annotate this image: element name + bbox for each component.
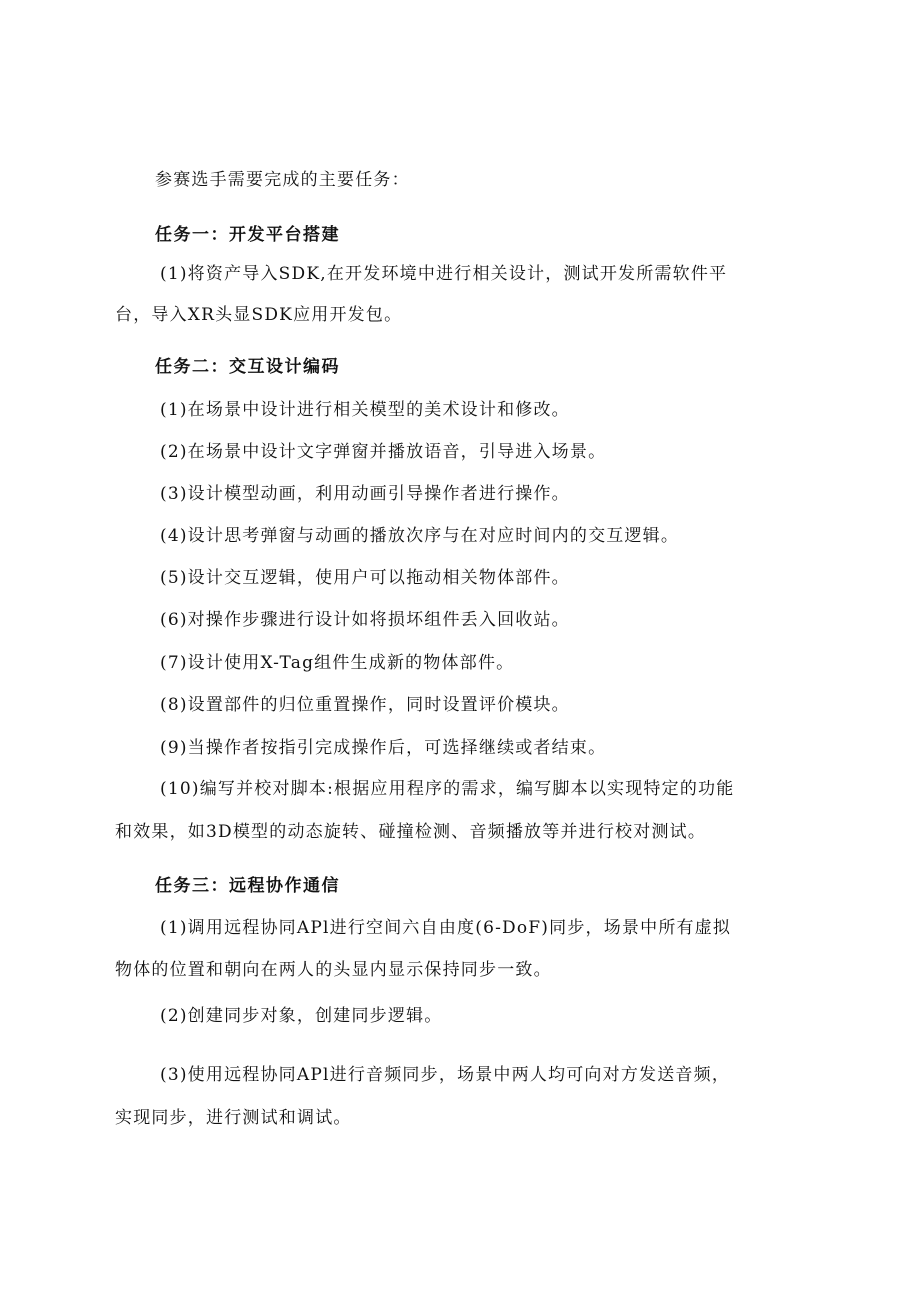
task2-item-7: (7)设计使用X-Tag组件生成新的物体部件。 [160,653,515,673]
task2-item-8: (8)设置部件的归位重置操作，同时设置评价模块。 [160,695,570,715]
task1-heading: 任务一：开发平台搭建 [155,225,340,245]
task2-item-4: (4)设计思考弹窗与动画的播放次序与在对应时间内的交互逻辑。 [160,526,680,546]
task2-item-6: (6)对操作步骤进行设计如将损坏组件丢入回收站。 [160,610,570,630]
intro-text: 参赛选手需要完成的主要任务： [155,170,410,190]
task2-item-2: (2)在场景中设计文字弹窗并播放语音，引导进入场景。 [160,442,607,462]
task2-heading: 任务二：交互设计编码 [155,357,340,377]
task2-item-10-line1: (10)编写并校对脚本:根据应用程序的需求，编写脚本以实现特定的功能 [160,779,735,799]
task3-item1-line1: (1)调用远程协同APl进行空间六自由度(6-DoF)同步，场景中所有虚拟 [160,918,732,938]
task3-item2: (2)创建同步对象，创建同步逻辑。 [160,1006,443,1026]
task1-item1-line2: 台，导入XR头显SDK应用开发包。 [115,305,403,325]
task3-item1-line2: 物体的位置和朝向在两人的头显内显示保持同步一致。 [115,960,552,980]
task3-heading: 任务三：远程协作通信 [155,876,340,896]
task2-item-5: (5)设计交互逻辑，使用户可以拖动相关物体部件。 [160,568,570,588]
task3-item3-line2: 实现同步，进行测试和调试。 [115,1108,352,1128]
task2-item-10-line2: 和效果，如3D模型的动态旋转、碰撞检测、音频播放等并进行校对测试。 [115,822,707,842]
task2-item-1: (1)在场景中设计进行相关模型的美术设计和修改。 [160,400,570,420]
task3-item3-line1: (3)使用远程协同APl进行音频同步，场景中两人均可向对方发送音频， [160,1065,731,1085]
task2-item-3: (3)设计模型动画，利用动画引导操作者进行操作。 [160,484,570,504]
task1-item1-line1: (1)将资产导入SDK,在开发环境中进行相关设计，测试开发所需软件平 [160,264,728,284]
task2-item-9: (9)当操作者按指引完成操作后，可选择继续或者结束。 [160,738,607,758]
